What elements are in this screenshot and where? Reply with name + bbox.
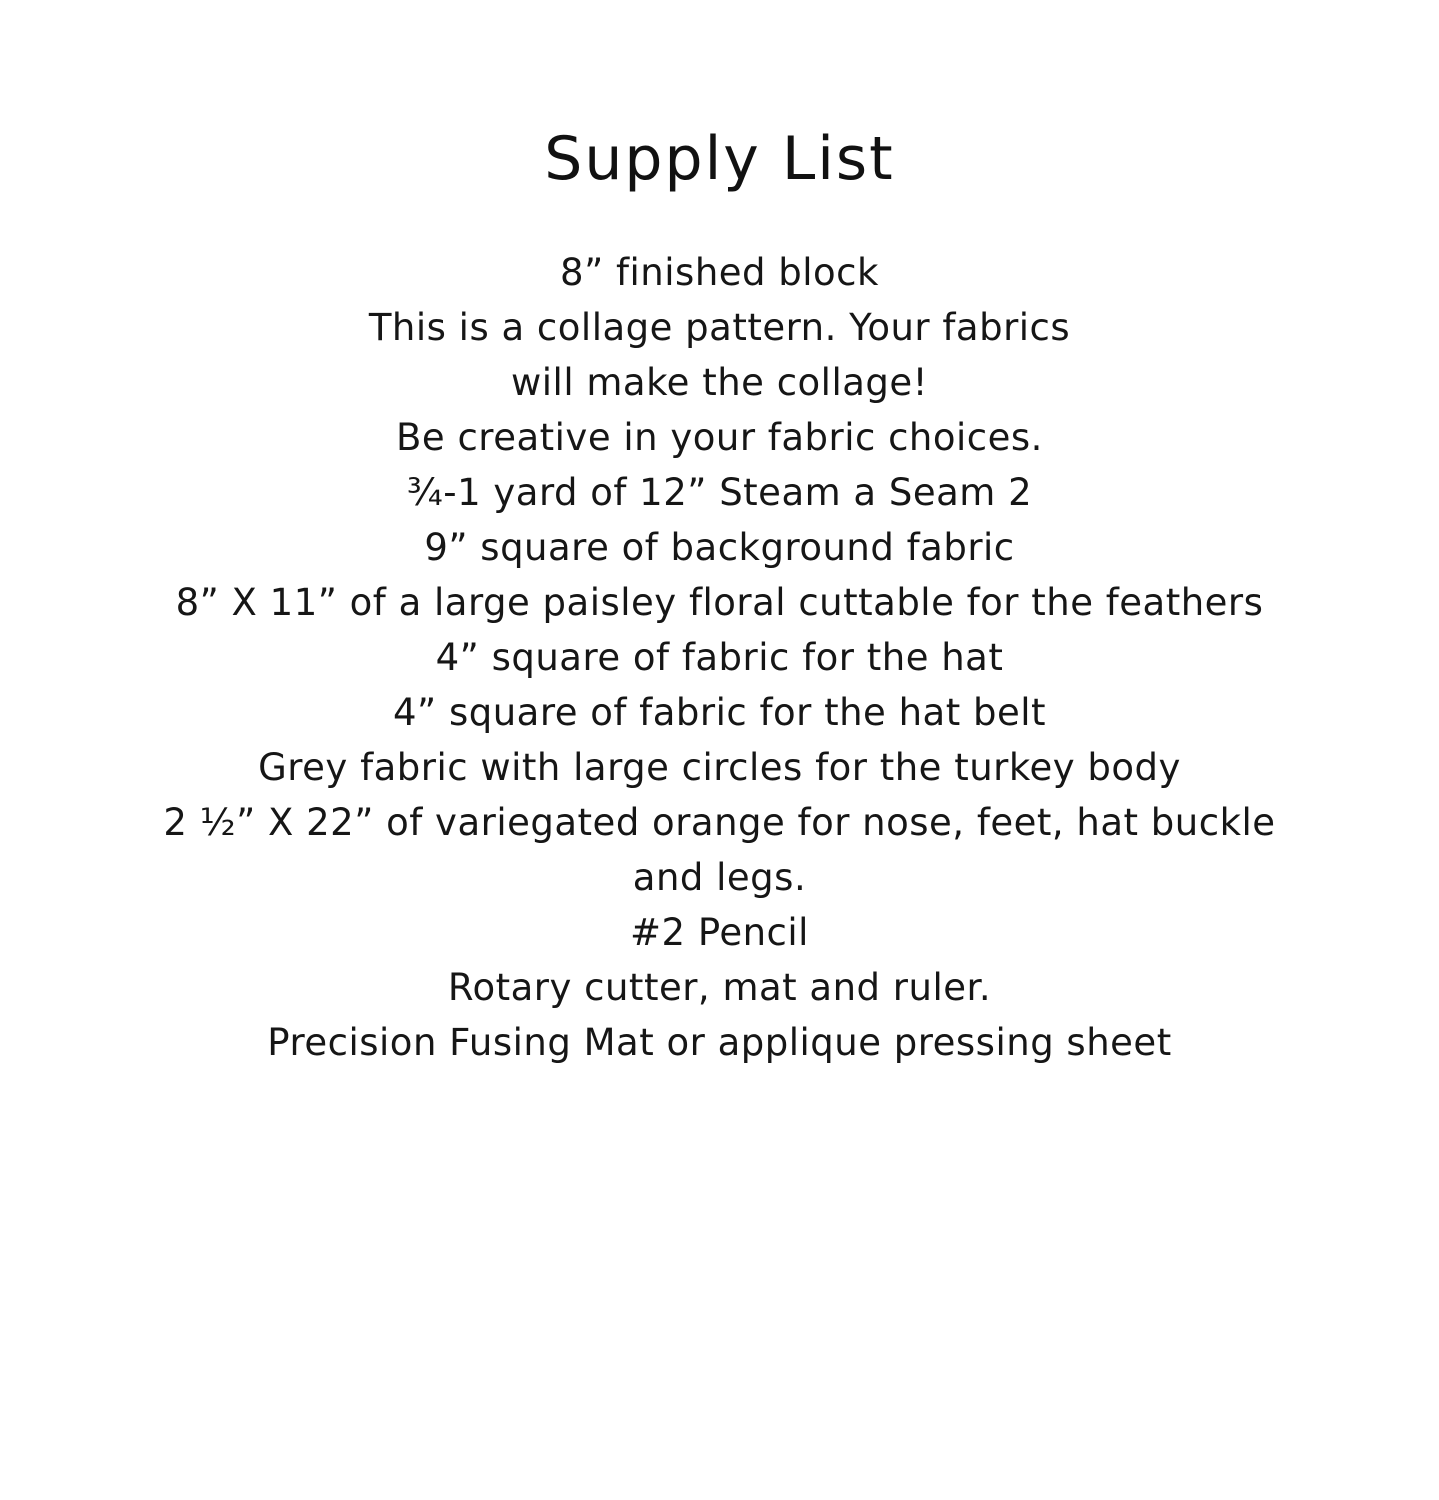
supply-list-line: 4” square of fabric for the hat: [435, 636, 1004, 679]
supply-list-line: Precision Fusing Mat or applique pressing sheet: [267, 1021, 1172, 1064]
supply-list-line: 9” square of background fabric: [424, 526, 1015, 569]
supply-list-line: Rotary cutter, mat and ruler.: [447, 966, 992, 1009]
supply-list-line: Be creative in your fabric choices.: [396, 416, 1043, 459]
supply-list-line: 4” square of fabric for the hat belt: [392, 691, 1047, 734]
supply-list-line: 2 ½” X 22” of variegated orange for nose, feet, hat buckle: [163, 801, 1276, 844]
supply-list-line: This is a collage pattern. Your fabrics: [368, 306, 1071, 349]
page-title: Supply List: [544, 124, 895, 194]
supply-list-line: 8” X 11” of a large paisley floral cuttable for the feathers: [175, 581, 1264, 624]
supply-list: [0, 245, 1439, 1070]
supply-list-line: 8” finished block: [560, 251, 879, 294]
supply-list-line: ¾-1 yard of 12” Steam a Seam 2: [406, 471, 1033, 514]
supply-list-line: Grey fabric with large circles for the turkey body: [258, 746, 1181, 789]
supply-list-line: will make the collage!: [511, 361, 928, 404]
supply-list-line: and legs.: [632, 856, 807, 899]
supply-list-line: #2 Pencil: [630, 911, 809, 954]
